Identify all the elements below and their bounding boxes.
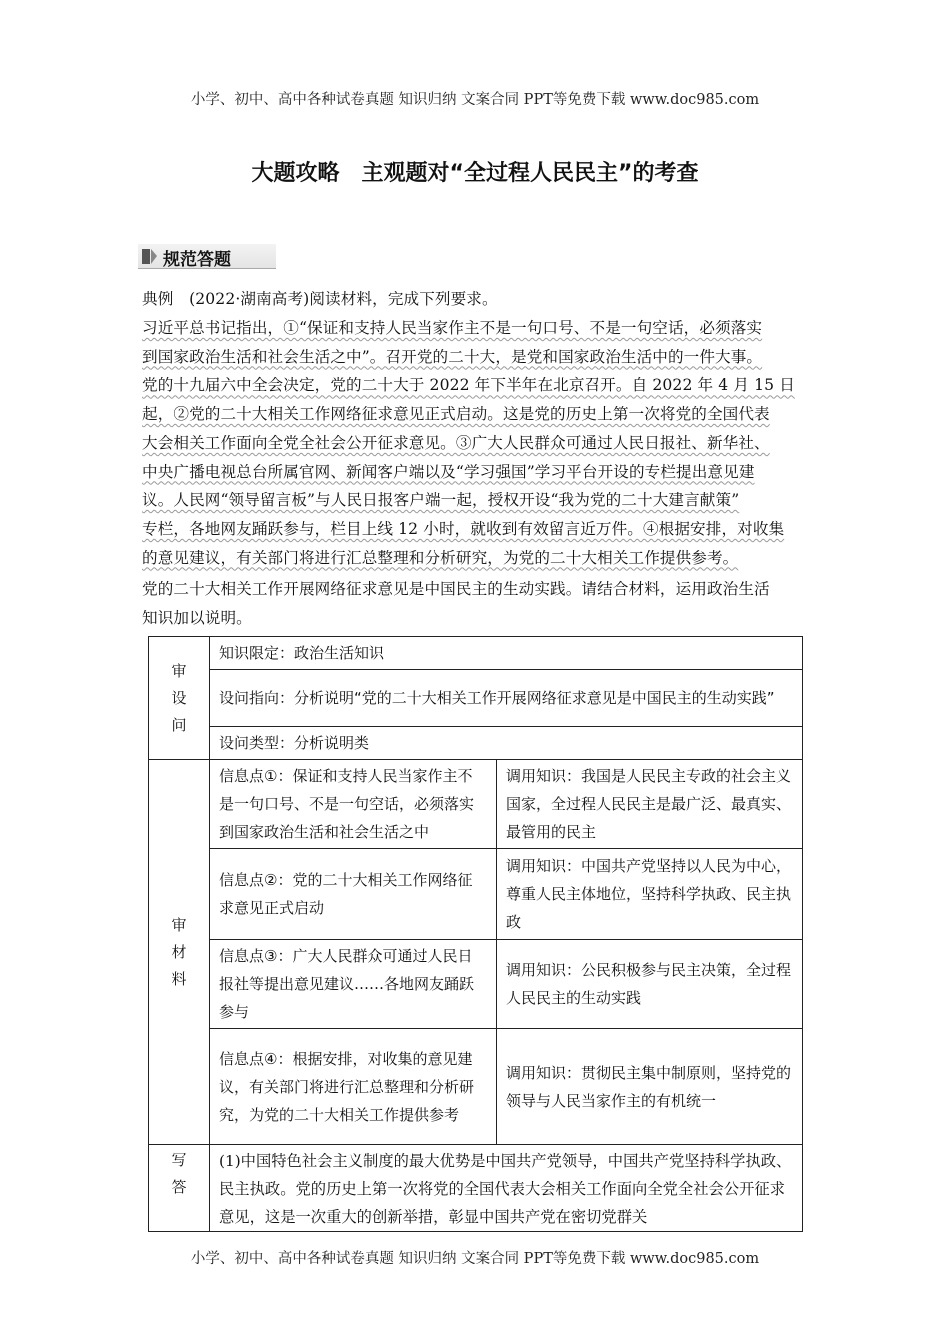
- material-line: 党的十九届六中全会决定，党的二十大于 2022 年下半年在北京召开。自 2022 年 4 月 15 日: [142, 376, 795, 395]
- question-line: 知识加以说明。: [142, 608, 252, 627]
- question-type: 设问类型：分析说明类: [210, 727, 803, 760]
- vertical-label: 审设问: [171, 661, 187, 734]
- knowledge-call: 调用知识：贯彻民主集中制原则，坚持党的领导与人民当家作主的有机统一: [497, 1029, 803, 1145]
- answer-text: (1)中国特色社会主义制度的最大优势是中国共产党领导，中国共产党坚持科学执政、民主执政。党的历史上第一次将党的全国代表大会相关工作面向全党全社会公开征求意见，这是一次重大的创新举措，彰显中国共产党在密切党群关: [210, 1145, 803, 1232]
- knowledge-call: 调用知识：我国是人民民主专政的社会主义国家，全过程人民民主是最广泛、最真实、最管用的民主: [497, 760, 803, 849]
- section-label: 规范答题: [163, 250, 231, 270]
- section-arrow-icon: [151, 249, 157, 264]
- knowledge-limit: 知识限定：政治生活知识: [210, 637, 803, 670]
- info-point: 信息点②：党的二十大相关工作网络征求意见正式启动: [210, 849, 497, 940]
- info-point: 信息点④：根据安排，对收集的意见建议，有关部门将进行汇总整理和分析研究，为党的二十大相关工作提供参考: [210, 1029, 497, 1145]
- page-title: 大题攻略 主观题对“全过程人民民主”的考查: [251, 161, 699, 186]
- label-xie-da: [149, 1145, 210, 1232]
- example-intro: 典例 (2022·湖南高考)阅读材料，完成下列要求。: [142, 290, 498, 308]
- material-line: 中央广播电视总台所属官网、新闻客户端以及“学习强国”学习平台开设的专栏提出意见建: [142, 462, 755, 481]
- label-shen-cailiao: [149, 760, 210, 1145]
- answer-analysis-table: [148, 636, 803, 1232]
- material-line: 议。人民网“领导留言板”与人民日报客户端一起，授权开设“我为党的二十大建言献策”: [142, 491, 740, 510]
- page-header: 小学、初中、高中各种试卷真题 知识归纳 文案合同 PPT等免费下载 www.doc985.com: [190, 92, 760, 108]
- section-marker-icon: [142, 249, 150, 264]
- question-line: 党的二十大相关工作开展网络征求意见是中国民主的生动实践。请结合材料，运用政治生活: [142, 580, 770, 598]
- knowledge-call: 调用知识：公民积极参与民主决策，全过程人民民主的生动实践: [497, 940, 803, 1029]
- material-line: 习近平总书记指出，①“保证和支持人民当家作主不是一句口号、不是一句空话，必须落实: [142, 319, 763, 337]
- material-line: 到国家政治生活和社会生活之中”。召开党的二十大，是党和国家政治生活中的一件大事。: [142, 347, 763, 366]
- page-footer: 小学、初中、高中各种试卷真题 知识归纳 文案合同 PPT等免费下载 www.doc985.com: [190, 1251, 760, 1267]
- knowledge-call: 调用知识：中国共产党坚持以人民为中心，尊重人民主体地位，坚持科学执政、民主执政: [497, 849, 803, 940]
- material-line: 专栏，各地网友踊跃参与，栏目上线 12 小时，就收到有效留言近万件。④根据安排，对收集: [142, 519, 785, 538]
- section-heading: [138, 244, 276, 269]
- vertical-label: 写答: [171, 1151, 187, 1196]
- material-line: 大会相关工作面向全党全社会公开征求意见。③广大人民群众可通过人民日报社、新华社、: [142, 433, 770, 452]
- info-point: 信息点③：广大人民群众可通过人民日报社等提出意见建议……各地网友踊跃参与: [210, 940, 497, 1029]
- material-line: 起，②党的二十大相关工作网络征求意见正式启动。这是党的历史上第一次将党的全国代表: [142, 405, 770, 424]
- info-point: 信息点①：保证和支持人民当家作主不是一句口号、不是一句空话，必须落实到国家政治生活和社会生活之中: [210, 760, 497, 849]
- question-pointing: 设问指向：分析说明“党的二十大相关工作开展网络征求意见是中国民主的生动实践”: [210, 670, 803, 727]
- vertical-label: 审材料: [171, 915, 187, 988]
- label-shen-she-wen: [149, 637, 210, 760]
- material-line: 的意见建议，有关部门将进行汇总整理和分析研究，为党的二十大相关工作提供参考。: [142, 548, 739, 567]
